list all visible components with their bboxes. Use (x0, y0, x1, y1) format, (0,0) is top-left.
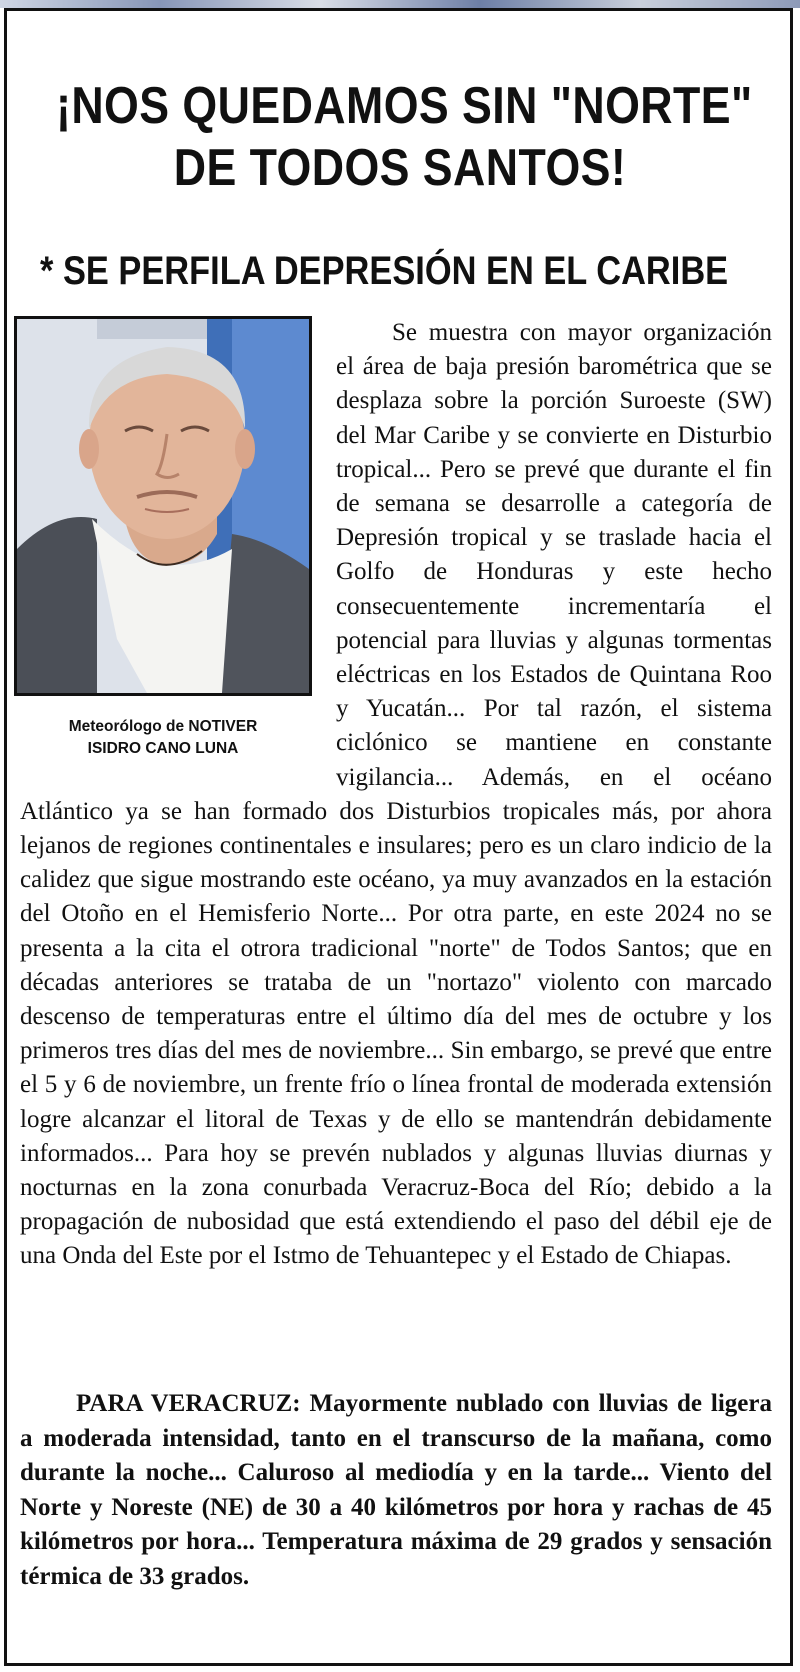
subheadline: * SE PERFILA DEPRESIÓN EN EL CARIBE (40, 249, 729, 294)
article-body (20, 316, 772, 1274)
headline (56, 75, 753, 199)
headline-line-1: ¡NOS QUEDAMOS SIN "NORTE" (56, 76, 753, 135)
photo-caption-line-1: Meteorólogo de NOTIVER (68, 718, 258, 735)
forecast-paragraph: PARA VERACRUZ: Mayormente nublado con lluvias de ligera a moderada intensidad, tanto en el transcurso de la mañana, como durante la noche... Caluroso al mediodía y en la tarde... Viento del Norte y Noreste (NE) de 30 a 40 kilómetros por hora y rachas de 45 kilómetros por hora... Temperatura máxima de 29 grados y sensación térmica de 33 grados. (20, 1390, 772, 1590)
headline-line-2: DE TODOS SANTOS! (173, 138, 627, 197)
photo-wrap-spacer (20, 316, 320, 791)
article-paragraph: Se muestra con mayor organización el área de baja presión barométrica que se desplaza sobre la porción Suroeste (SW) del Mar Caribe y se convierte en Disturbio tropical... Pero se prevé que durante el fin de semana se desarrolle a categoría de Depresión tropical y se traslade hacia el Golfo de Honduras y este hecho consecuentemente incrementaría el potencial para lluvias y algunas tormentas eléctricas en los Estados de Quintana Roo y Yucatán... Por tal razón, el sistema ciclónico se mantiene en constante vigilancia... Además, en el océano Atlántico ya se han formado dos Disturbios tropicales más, por ahora lejanos de regiones continentales e insulares; pero es un claro indicio de la calidez que sigue mostrando este océano, ya muy avanzados en la estación del Otoño en el Hemisferio Norte... Por otra parte, en este 2024 no se presenta a la cita el otrora tradicional "norte" de Todos Santos; que en décadas anteriores se trataba de un "nortazo" violento con marcado descenso de temperaturas entre el último día del mes de octubre y los primeros tres días del mes de noviembre... Sin embargo, se prevé que entre el 5 y 6 de noviembre, un frente frío o línea frontal de moderada extensión logre alcanzar el litoral de Texas y de ello se mantendrán debidamente informados... Para hoy se prevén nublados y algunas lluvias diurnas y nocturnas en la zona conurbada Veracruz-Boca del Río; debido a la propagación de nubosidad que está extendiendo el paso del débil eje de una Onda del Este por el Istmo de Tehuantepec y el Estado de Chiapas. (20, 319, 772, 1270)
veracruz-forecast (20, 1387, 772, 1594)
photo-caption-line-2: ISIDRO CANO LUNA (87, 740, 239, 757)
top-banner-strip (0, 0, 800, 8)
